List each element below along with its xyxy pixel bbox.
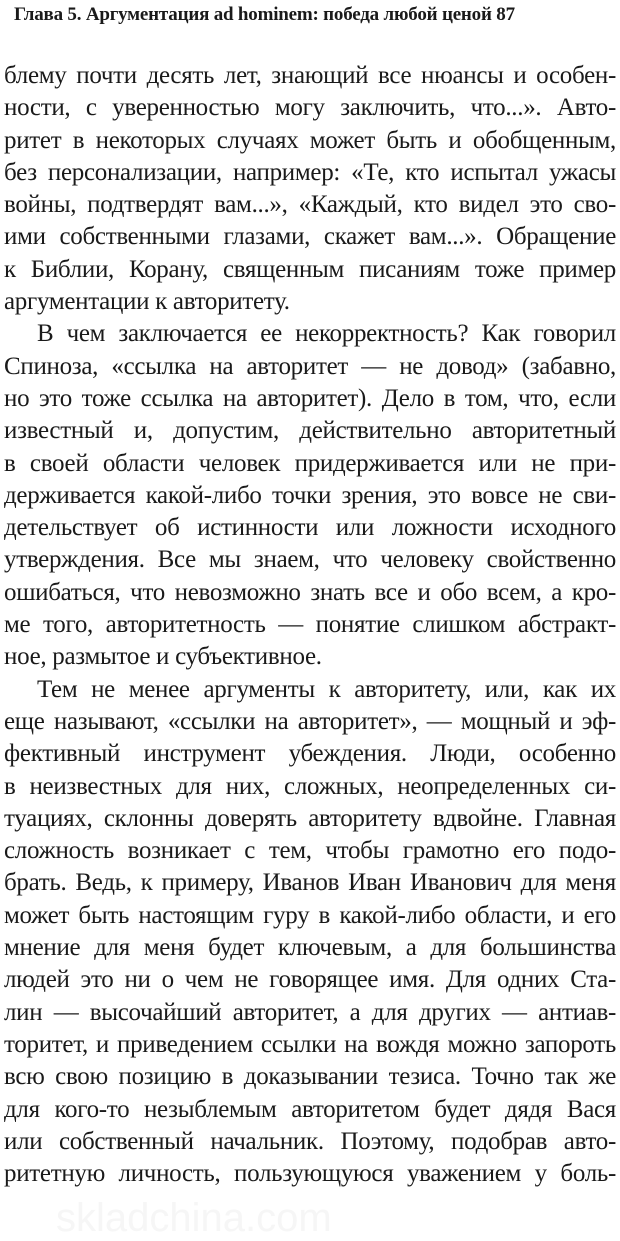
text-line: торитет, и приведением ссылки на вождя можно запороть xyxy=(4,1030,616,1058)
text-line: держивается какой-либо точки зрения, это вовсе не сви- xyxy=(4,481,616,509)
text-line: сложность возникает с тем, чтобы грамотно его подо- xyxy=(4,837,616,865)
text-line: в неизвестных для них, сложных, неопределенных си- xyxy=(4,772,616,800)
text-line: фективный инструмент убеждения. Люди, особенно xyxy=(4,740,616,768)
text-line: ритет в некоторых случаях может быть и обобщенным, xyxy=(4,126,616,154)
text-line: ме того, авторитетность — понятие слишком абстракт- xyxy=(4,611,616,639)
text-line: еще называют, «ссылки на авторитет», — мощный и эф- xyxy=(4,707,616,735)
text-line: детельствует об истинности или ложности исходного xyxy=(4,514,616,542)
text-line: но это тоже ссылка на авторитет). Дело в том, что, если xyxy=(4,384,616,412)
text-line: в своей области человек придерживается или не при- xyxy=(4,449,616,477)
text-line: туациях, склонны доверять авторитету вдвойне. Главная xyxy=(4,804,616,832)
text-line: утверждения. Все мы знаем, что человеку свойственно xyxy=(4,546,616,574)
text-line: ное, размытое и субъективное. xyxy=(4,643,322,671)
text-line: всю свою позицию в доказывании тезиса. Точно так же xyxy=(4,1063,616,1091)
text-line: ими собственными глазами, скажет вам...». Обращение xyxy=(4,223,616,251)
text-line: мнение для меня будет ключевым, а для большинства xyxy=(4,934,616,962)
text-line: к Библии, Корану, священным писаниям тоже пример xyxy=(4,255,616,283)
text-line: ошибаться, что невозможно знать все и обо всем, а кро- xyxy=(4,578,616,606)
text-line: блему почти десять лет, знающий все нюансы и особен- xyxy=(4,62,616,89)
text-line: может быть настоящим гуру в какой-либо области, и его xyxy=(4,901,616,929)
text-line: ности, с уверенностью могу заключить, что...». Авто- xyxy=(4,94,616,122)
running-header: Глава 5. Аргументация ad hominem: победа любой ценой 87 xyxy=(14,4,515,25)
text-line: для кого-то незыблемым авторитетом будет дядя Вася xyxy=(4,1095,616,1123)
text-line: ритетную личность, пользующуюся уважением у боль- xyxy=(4,1160,616,1188)
text-line: Тем не менее аргументы к авторитету, или, как их xyxy=(37,675,616,703)
text-line: В чем заключается ее некорректность? Как говорил xyxy=(37,320,616,348)
text-line: войны, подтвердят вам...», «Каждый, кто видел это сво- xyxy=(4,191,616,219)
text-line: или собственный начальник. Поэтому, подобрав авто- xyxy=(4,1127,616,1155)
text-line: людей это ни о чем не говорящее имя. Для одних Ста- xyxy=(4,966,616,994)
body-text xyxy=(4,60,616,1190)
text-line: без персонализации, например: «Те, кто испытал ужасы xyxy=(4,158,616,186)
text-line: известный и, допустим, действительно авторитетный xyxy=(4,417,616,445)
text-line: Спиноза, «ссылка на авторитет — не довод» (забавно, xyxy=(4,352,616,380)
text-line: аргументации к авторитету. xyxy=(4,288,290,316)
text-line: лин — высочайший авторитет, а для других — антиав- xyxy=(4,998,616,1026)
watermark: skladchina.com xyxy=(56,1196,332,1240)
text-line: брать. Ведь, к примеру, Иванов Иван Иванович для меня xyxy=(4,869,616,897)
